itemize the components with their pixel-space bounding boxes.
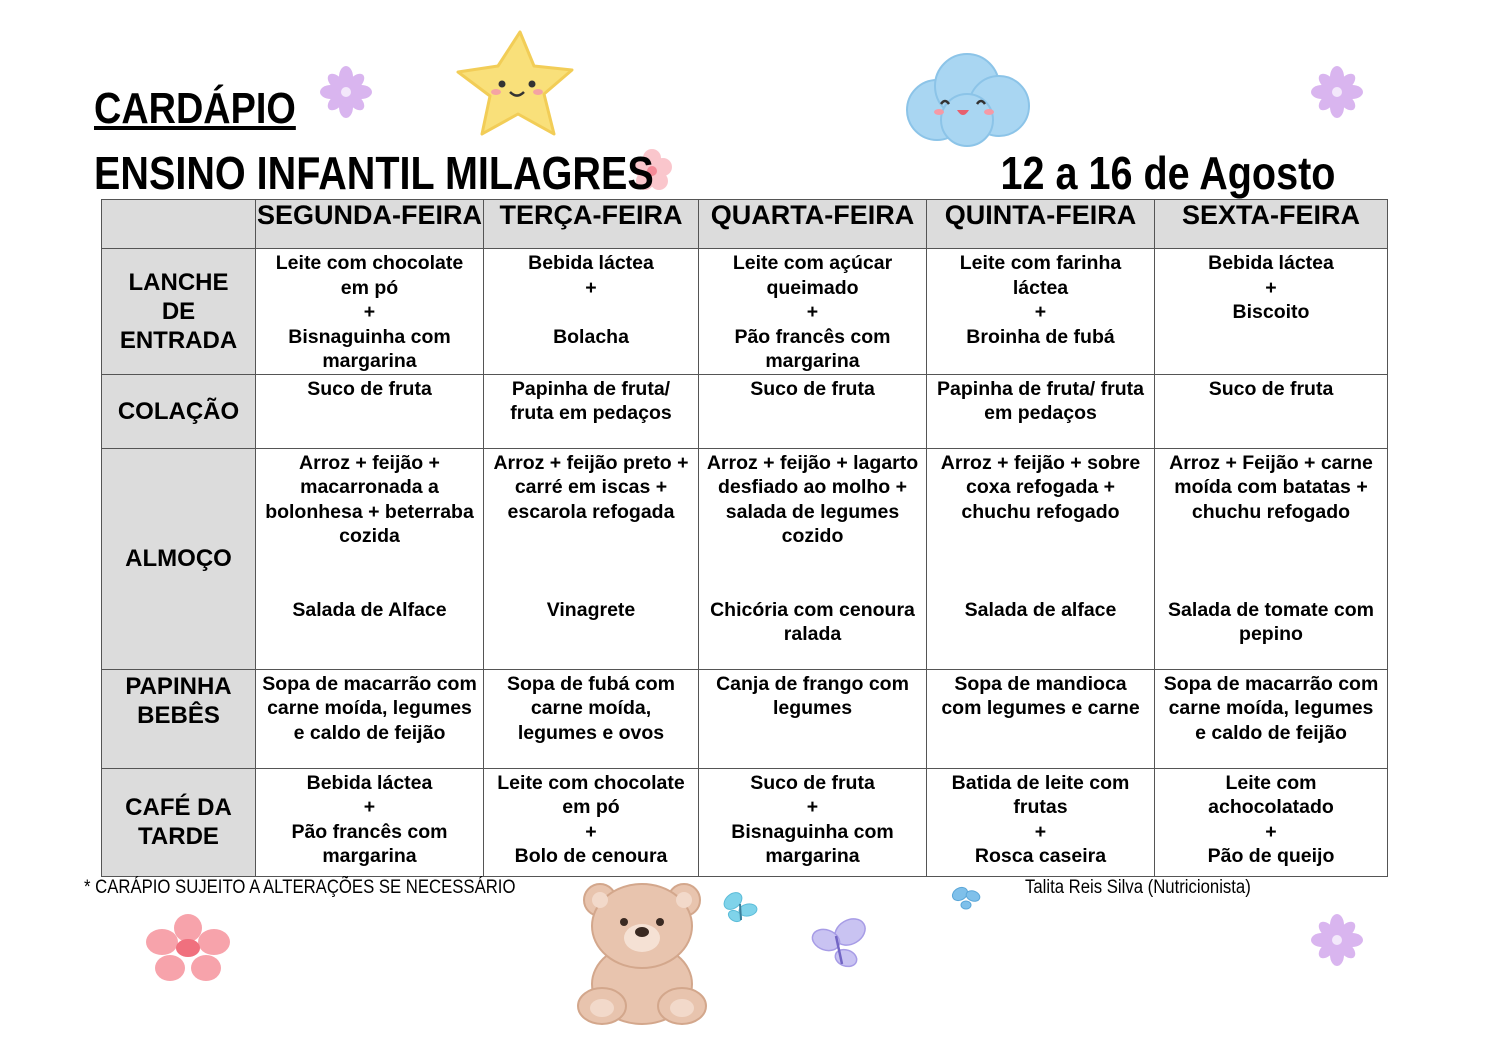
menu-cell: Bebida láctea + Pão francês com margarina <box>256 768 484 876</box>
menu-cell: Suco de fruta <box>1155 374 1388 448</box>
blue-butterfly-icon <box>950 884 982 912</box>
date-range: 12 a 16 de Agosto <box>1000 147 1335 199</box>
meal-row-papinha <box>102 669 1388 768</box>
pink-flower-icon <box>144 914 232 982</box>
teddy-bear-icon <box>572 876 712 1026</box>
meal-row-colacao <box>102 374 1388 448</box>
menu-cell: Bebida láctea + Biscoito <box>1155 249 1388 375</box>
lilac-flower-icon <box>320 66 372 118</box>
meal-label: PAPINHA BEBÊS <box>102 669 256 768</box>
menu-cell: Leite com chocolate em pó + Bolo de cenoura <box>484 768 699 876</box>
day-header-monday: SEGUNDA-FEIRA <box>256 200 484 249</box>
menu-cell: Arroz + feijão + sobre coxa refogada + chuchu refogado Salada de alface <box>927 448 1155 669</box>
school-name: ENSINO INFANTIL MILAGRES <box>94 147 654 199</box>
menu-cell: Leite com achocolatado + Pão de queijo <box>1155 768 1388 876</box>
menu-cell: Arroz + feijão + macarronada a bolonhesa + beterraba cozida Salada de Alface <box>256 448 484 669</box>
menu-cell: Papinha de fruta/ fruta em pedaços <box>484 374 699 448</box>
day-header-friday: SEXTA-FEIRA <box>1155 200 1388 249</box>
menu-cell: Arroz + feijão + lagarto desfiado ao molho + salada de legumes cozido Chicória com cenoura ralada <box>699 448 927 669</box>
meal-label: LANCHE DE ENTRADA <box>102 249 256 375</box>
blue-butterfly-icon <box>720 888 760 928</box>
menu-cell: Papinha de fruta/ fruta em pedaços <box>927 374 1155 448</box>
lilac-butterfly-icon <box>806 914 872 976</box>
meal-label: COLAÇÃO <box>102 374 256 448</box>
meal-row-almoco <box>102 448 1388 669</box>
day-header-row <box>102 200 1388 249</box>
cloud-icon <box>897 48 1035 150</box>
page-title: CARDÁPIO <box>94 84 296 133</box>
menu-cell: Arroz + feijão preto + carré em iscas + escarola refogada Vinagrete <box>484 448 699 669</box>
day-header-thursday: QUINTA-FEIRA <box>927 200 1155 249</box>
menu-cell: Sopa de fubá com carne moída, legumes e ovos <box>484 669 699 768</box>
menu-cell: Leite com chocolate em pó + Bisnaguinha com margarina <box>256 249 484 375</box>
menu-cell: Leite com açúcar queimado + Pão francês com margarina <box>699 249 927 375</box>
menu-cell: Bebida láctea + Bolacha <box>484 249 699 375</box>
menu-cell: Suco de fruta + Bisnaguinha com margarina <box>699 768 927 876</box>
disclaimer-note: * CARÁPIO SUJEITO A ALTERAÇÕES SE NECESSÁRIO <box>84 877 516 898</box>
lilac-flower-icon <box>1311 66 1363 118</box>
meal-row-lanche <box>102 249 1388 375</box>
meal-label: CAFÉ DA TARDE <box>102 768 256 876</box>
menu-cell: Leite com farinha láctea + Broinha de fubá <box>927 249 1155 375</box>
day-header-tuesday: TERÇA-FEIRA <box>484 200 699 249</box>
menu-cell: Sopa de macarrão com carne moída, legumes e caldo de feijão <box>1155 669 1388 768</box>
menu-cell: Canja de frango com legumes <box>699 669 927 768</box>
menu-cell: Sopa de macarrão com carne moída, legumes e caldo de feijão <box>256 669 484 768</box>
menu-cell: Batida de leite com frutas + Rosca caseira <box>927 768 1155 876</box>
lilac-flower-icon <box>1311 914 1363 966</box>
corner-cell <box>102 200 256 249</box>
menu-cell: Sopa de mandioca com legumes e carne <box>927 669 1155 768</box>
meal-label: ALMOÇO <box>102 448 256 669</box>
day-header-wednesday: QUARTA-FEIRA <box>699 200 927 249</box>
nutritionist-credit: Talita Reis Silva (Nutricionista) <box>1025 877 1251 898</box>
menu-table <box>101 199 1388 877</box>
menu-cell: Arroz + Feijão + carne moída com batatas + chuchu refogado Salada de tomate com pepino <box>1155 448 1388 669</box>
star-icon <box>452 26 577 141</box>
menu-cell: Suco de fruta <box>256 374 484 448</box>
meal-row-cafe <box>102 768 1388 876</box>
menu-cell: Suco de fruta <box>699 374 927 448</box>
